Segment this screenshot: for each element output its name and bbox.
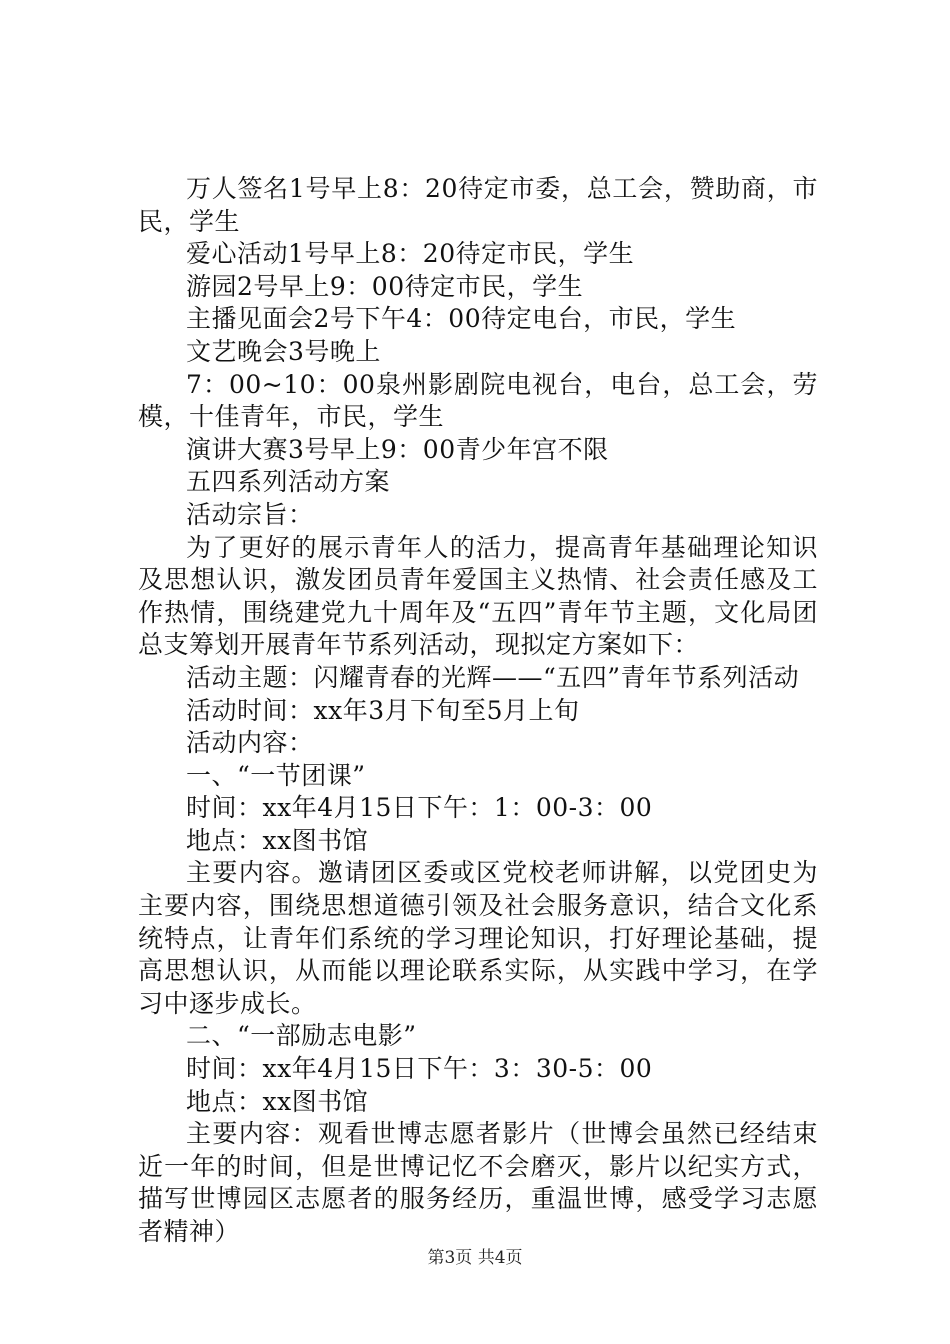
document-body bbox=[138, 173, 818, 1249]
paragraph: 爱心活动1号早上8：20待定市民，学生 bbox=[186, 239, 635, 269]
paragraph: 地点：xx图书馆 bbox=[186, 825, 369, 855]
paragraph: 为了更好的展示青年人的活力，提高青年基础理论知识及思想认识，激发团员青年爱国主义热情、社会责任感及工作热情，围绕建党九十周年及“五四”青年节主题，文化局团总支筹划开展青年节系列活动，现拟定方案如下： bbox=[138, 532, 818, 660]
paragraph: 游园2号早上9：00待定市民，学生 bbox=[186, 271, 584, 301]
paragraph: 活动宗旨： bbox=[186, 499, 314, 529]
section-title: 五四系列活动方案 bbox=[186, 467, 391, 497]
paragraph: 时间：xx年4月15日下午：3：30-5：00 bbox=[186, 1054, 653, 1084]
paragraph: 活动内容： bbox=[186, 728, 314, 758]
paragraph: 活动时间：xx年3月下旬至5月上旬 bbox=[186, 695, 580, 725]
paragraph: 7：00~10：00泉州影剧院电视台，电台，总工会，劳模，十佳青年，市民，学生 bbox=[138, 369, 818, 432]
paragraph: 主播见面会2号下午4：00待定电台，市民，学生 bbox=[186, 304, 737, 334]
paragraph: 时间：xx年4月15日下午：1：00-3：00 bbox=[186, 793, 653, 823]
paragraph: 主要内容：观看世博志愿者影片（世博会虽然已经结束近一年的时间，但是世博记忆不会磨灭，影片以纪实方式，描写世博园区志愿者的服务经历，重温世博，感受学习志愿者精神） bbox=[138, 1119, 818, 1246]
paragraph: 万人签名1号早上8：20待定市委，总工会，赞助商，市民，学生 bbox=[138, 174, 818, 236]
paragraph: 地点：xx图书馆 bbox=[186, 1086, 369, 1116]
subheading: 二、“一部励志电影” bbox=[186, 1021, 417, 1051]
paragraph: 主要内容。邀请团区委或区党校老师讲解，以党团史为主要内容，围绕思想道德引领及社会服务意识，结合文化系统特点，让青年们系统的学习理论知识，打好理论基础，提高思想认识，从而能以理论联系实际，从实践中学习，在学习中逐步成长。 bbox=[138, 858, 818, 1018]
paragraph: 演讲大赛3号早上9：00青少年宫不限 bbox=[186, 434, 609, 464]
paragraph: 活动主题：闪耀青春的光辉——“五四”青年节系列活动 bbox=[186, 662, 800, 692]
subheading: 一、“一节团课” bbox=[186, 760, 366, 790]
page-number-footer: 第3页 共4页 bbox=[427, 1248, 523, 1268]
paragraph: 文艺晚会3号晚上 bbox=[186, 336, 381, 366]
